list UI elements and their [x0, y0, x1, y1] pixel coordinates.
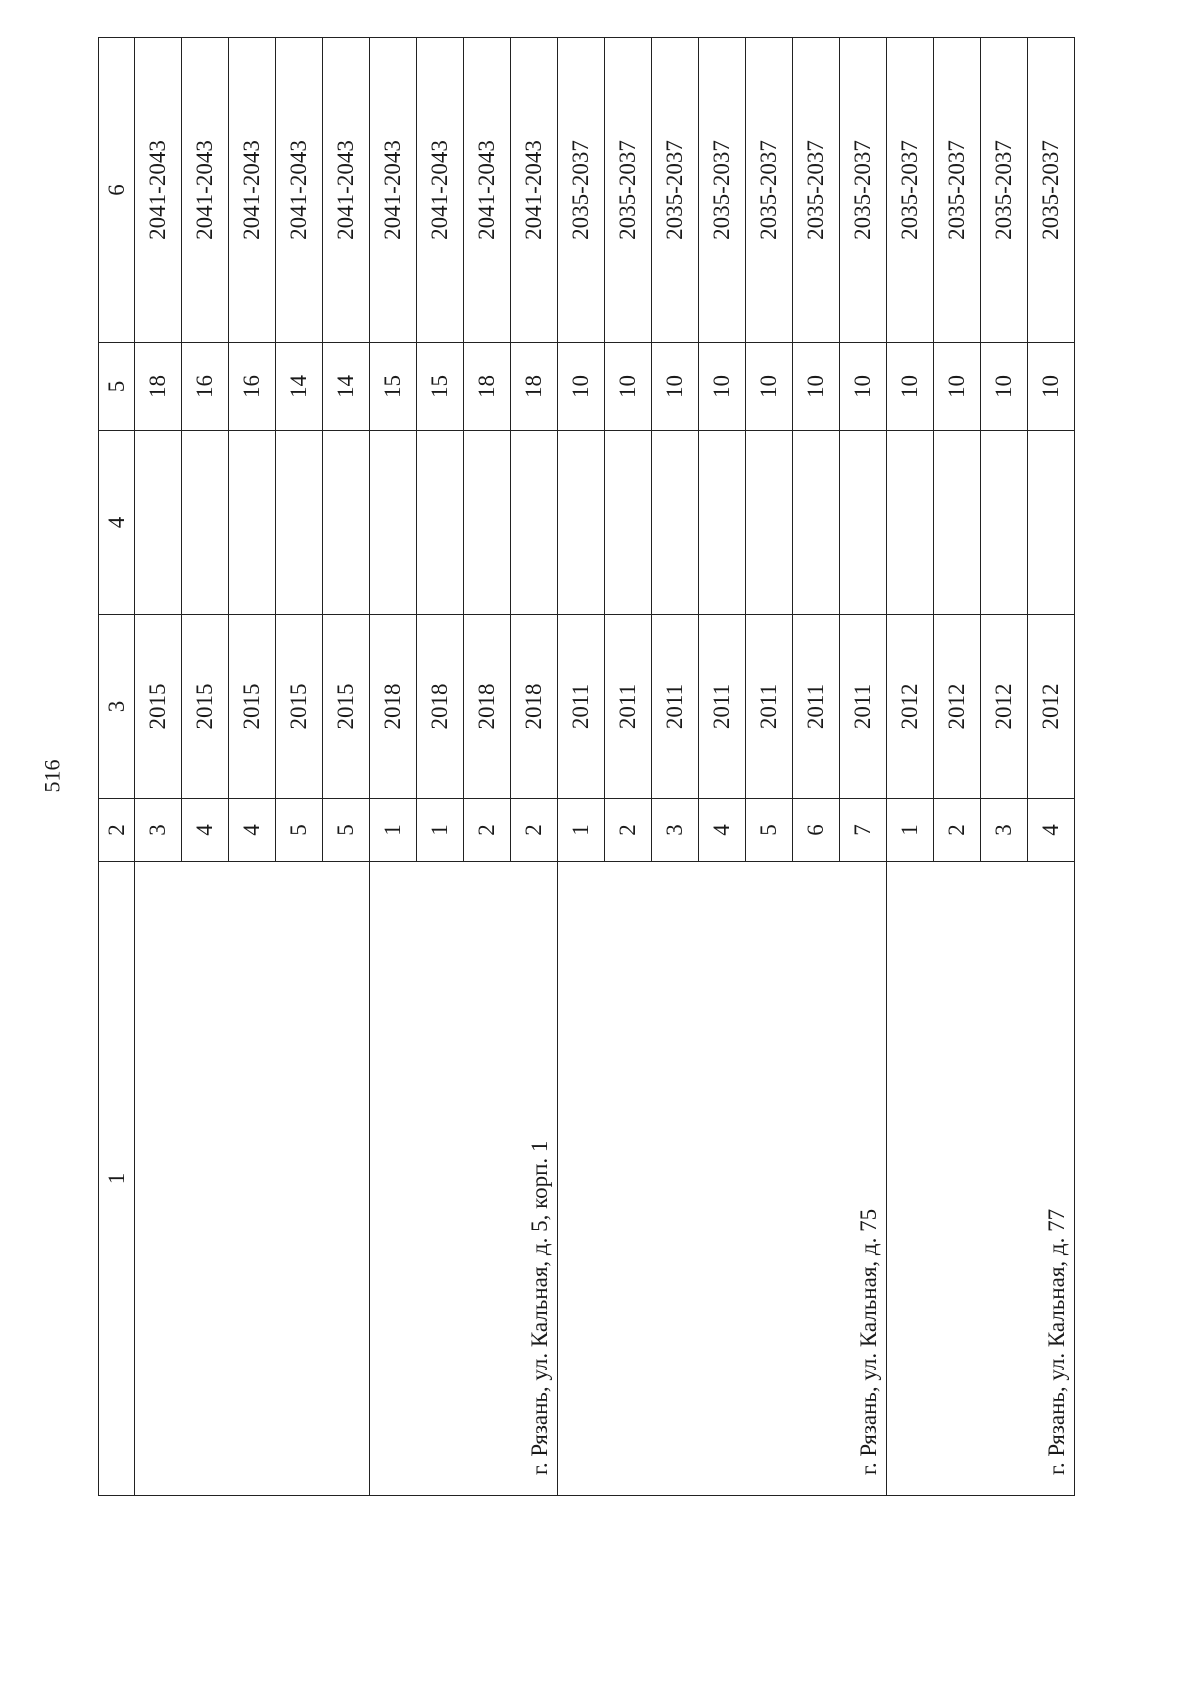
cell-c4	[558, 431, 605, 615]
cell-c6: 2041-2043	[464, 38, 511, 343]
cell-c6: 2035-2037	[840, 38, 887, 343]
cell-c4	[840, 431, 887, 615]
table-row	[558, 38, 605, 1496]
cell-c3: 2018	[417, 615, 464, 799]
cell-c3: 2012	[981, 615, 1028, 799]
address-cell: г. Рязань, ул. Кальная, д. 75	[558, 862, 887, 1496]
cell-c6: 2041-2043	[135, 38, 182, 343]
header-cell: 6	[99, 38, 135, 343]
cell-c3: 2018	[464, 615, 511, 799]
cell-c6: 2041-2043	[370, 38, 417, 343]
cell-c6: 2035-2037	[605, 38, 652, 343]
cell-c3: 2012	[887, 615, 934, 799]
cell-c5: 15	[370, 343, 417, 431]
table-row	[135, 38, 182, 1496]
cell-c3: 2018	[511, 615, 558, 799]
cell-c3: 2011	[699, 615, 746, 799]
cell-c5: 10	[934, 343, 981, 431]
cell-c4	[981, 431, 1028, 615]
cell-c2: 4	[182, 799, 229, 862]
cell-c6: 2035-2037	[1028, 38, 1075, 343]
cell-c5: 18	[511, 343, 558, 431]
cell-c3: 2018	[370, 615, 417, 799]
cell-c5: 10	[746, 343, 793, 431]
page-number	[40, 746, 64, 806]
cell-c3: 2011	[746, 615, 793, 799]
header-cell: 3	[99, 615, 135, 799]
cell-c4	[699, 431, 746, 615]
cell-c5: 16	[229, 343, 276, 431]
address-cell: г. Рязань, ул. Кальная, д. 5, корп. 1	[370, 862, 558, 1496]
cell-c6: 2041-2043	[511, 38, 558, 343]
cell-c3: 2012	[934, 615, 981, 799]
cell-c4	[793, 431, 840, 615]
page-number-text: 516	[39, 759, 64, 793]
cell-c5: 10	[840, 343, 887, 431]
cell-c2: 5	[276, 799, 323, 862]
cell-c6: 2041-2043	[182, 38, 229, 343]
header-cell: 4	[99, 431, 135, 615]
cell-c4	[370, 431, 417, 615]
cell-c5: 14	[323, 343, 370, 431]
cell-c2: 3	[135, 799, 182, 862]
cell-c6: 2035-2037	[981, 38, 1028, 343]
cell-c4	[934, 431, 981, 615]
cell-c6: 2035-2037	[558, 38, 605, 343]
cell-c6: 2035-2037	[746, 38, 793, 343]
cell-c3: 2011	[793, 615, 840, 799]
cell-c4	[417, 431, 464, 615]
cell-c4	[746, 431, 793, 615]
cell-c2: 2	[511, 799, 558, 862]
cell-c3: 2015	[276, 615, 323, 799]
cell-c3: 2015	[323, 615, 370, 799]
cell-c5: 10	[887, 343, 934, 431]
cell-c2: 3	[981, 799, 1028, 862]
cell-c3: 2015	[229, 615, 276, 799]
cell-c4	[652, 431, 699, 615]
cell-c4	[1028, 431, 1075, 615]
cell-c6: 2041-2043	[417, 38, 464, 343]
cell-c4	[135, 431, 182, 615]
cell-c2: 2	[934, 799, 981, 862]
cell-c4	[511, 431, 558, 615]
cell-c6: 2035-2037	[934, 38, 981, 343]
cell-c4	[887, 431, 934, 615]
cell-c5: 10	[605, 343, 652, 431]
cell-c3: 2011	[605, 615, 652, 799]
header-cell: 1	[99, 862, 135, 1496]
cell-c4	[182, 431, 229, 615]
cell-c6: 2041-2043	[276, 38, 323, 343]
data-table	[98, 37, 1075, 1496]
table-row	[887, 38, 934, 1496]
cell-c2: 4	[229, 799, 276, 862]
cell-c3: 2012	[1028, 615, 1075, 799]
cell-c2: 1	[417, 799, 464, 862]
cell-c5: 15	[417, 343, 464, 431]
cell-c2: 4	[1028, 799, 1075, 862]
cell-c2: 3	[652, 799, 699, 862]
address-cell: г. Рязань, ул. Кальная, д. 77	[887, 862, 1075, 1496]
cell-c2: 5	[746, 799, 793, 862]
cell-c6: 2035-2037	[699, 38, 746, 343]
address-cell	[135, 862, 370, 1496]
cell-c3: 2011	[652, 615, 699, 799]
table-header-row	[99, 38, 135, 1496]
table-container	[98, 38, 1074, 1496]
cell-c5: 16	[182, 343, 229, 431]
cell-c5: 10	[981, 343, 1028, 431]
cell-c5: 10	[652, 343, 699, 431]
cell-c2: 1	[887, 799, 934, 862]
cell-c4	[229, 431, 276, 615]
cell-c5: 10	[1028, 343, 1075, 431]
cell-c5: 18	[135, 343, 182, 431]
cell-c5: 18	[464, 343, 511, 431]
cell-c4	[605, 431, 652, 615]
cell-c4	[276, 431, 323, 615]
cell-c5: 10	[699, 343, 746, 431]
cell-c6: 2041-2043	[229, 38, 276, 343]
table-row	[370, 38, 417, 1496]
cell-c2: 2	[605, 799, 652, 862]
cell-c4	[464, 431, 511, 615]
cell-c5: 10	[558, 343, 605, 431]
cell-c2: 5	[323, 799, 370, 862]
cell-c2: 7	[840, 799, 887, 862]
cell-c6: 2035-2037	[887, 38, 934, 343]
cell-c3: 2011	[840, 615, 887, 799]
cell-c4	[323, 431, 370, 615]
header-cell: 2	[99, 799, 135, 862]
cell-c2: 2	[464, 799, 511, 862]
cell-c6: 2035-2037	[652, 38, 699, 343]
header-cell: 5	[99, 343, 135, 431]
cell-c3: 2015	[135, 615, 182, 799]
cell-c5: 14	[276, 343, 323, 431]
cell-c2: 6	[793, 799, 840, 862]
cell-c6: 2035-2037	[793, 38, 840, 343]
cell-c6: 2041-2043	[323, 38, 370, 343]
cell-c3: 2015	[182, 615, 229, 799]
cell-c2: 1	[558, 799, 605, 862]
cell-c3: 2011	[558, 615, 605, 799]
cell-c2: 1	[370, 799, 417, 862]
cell-c2: 4	[699, 799, 746, 862]
cell-c5: 10	[793, 343, 840, 431]
